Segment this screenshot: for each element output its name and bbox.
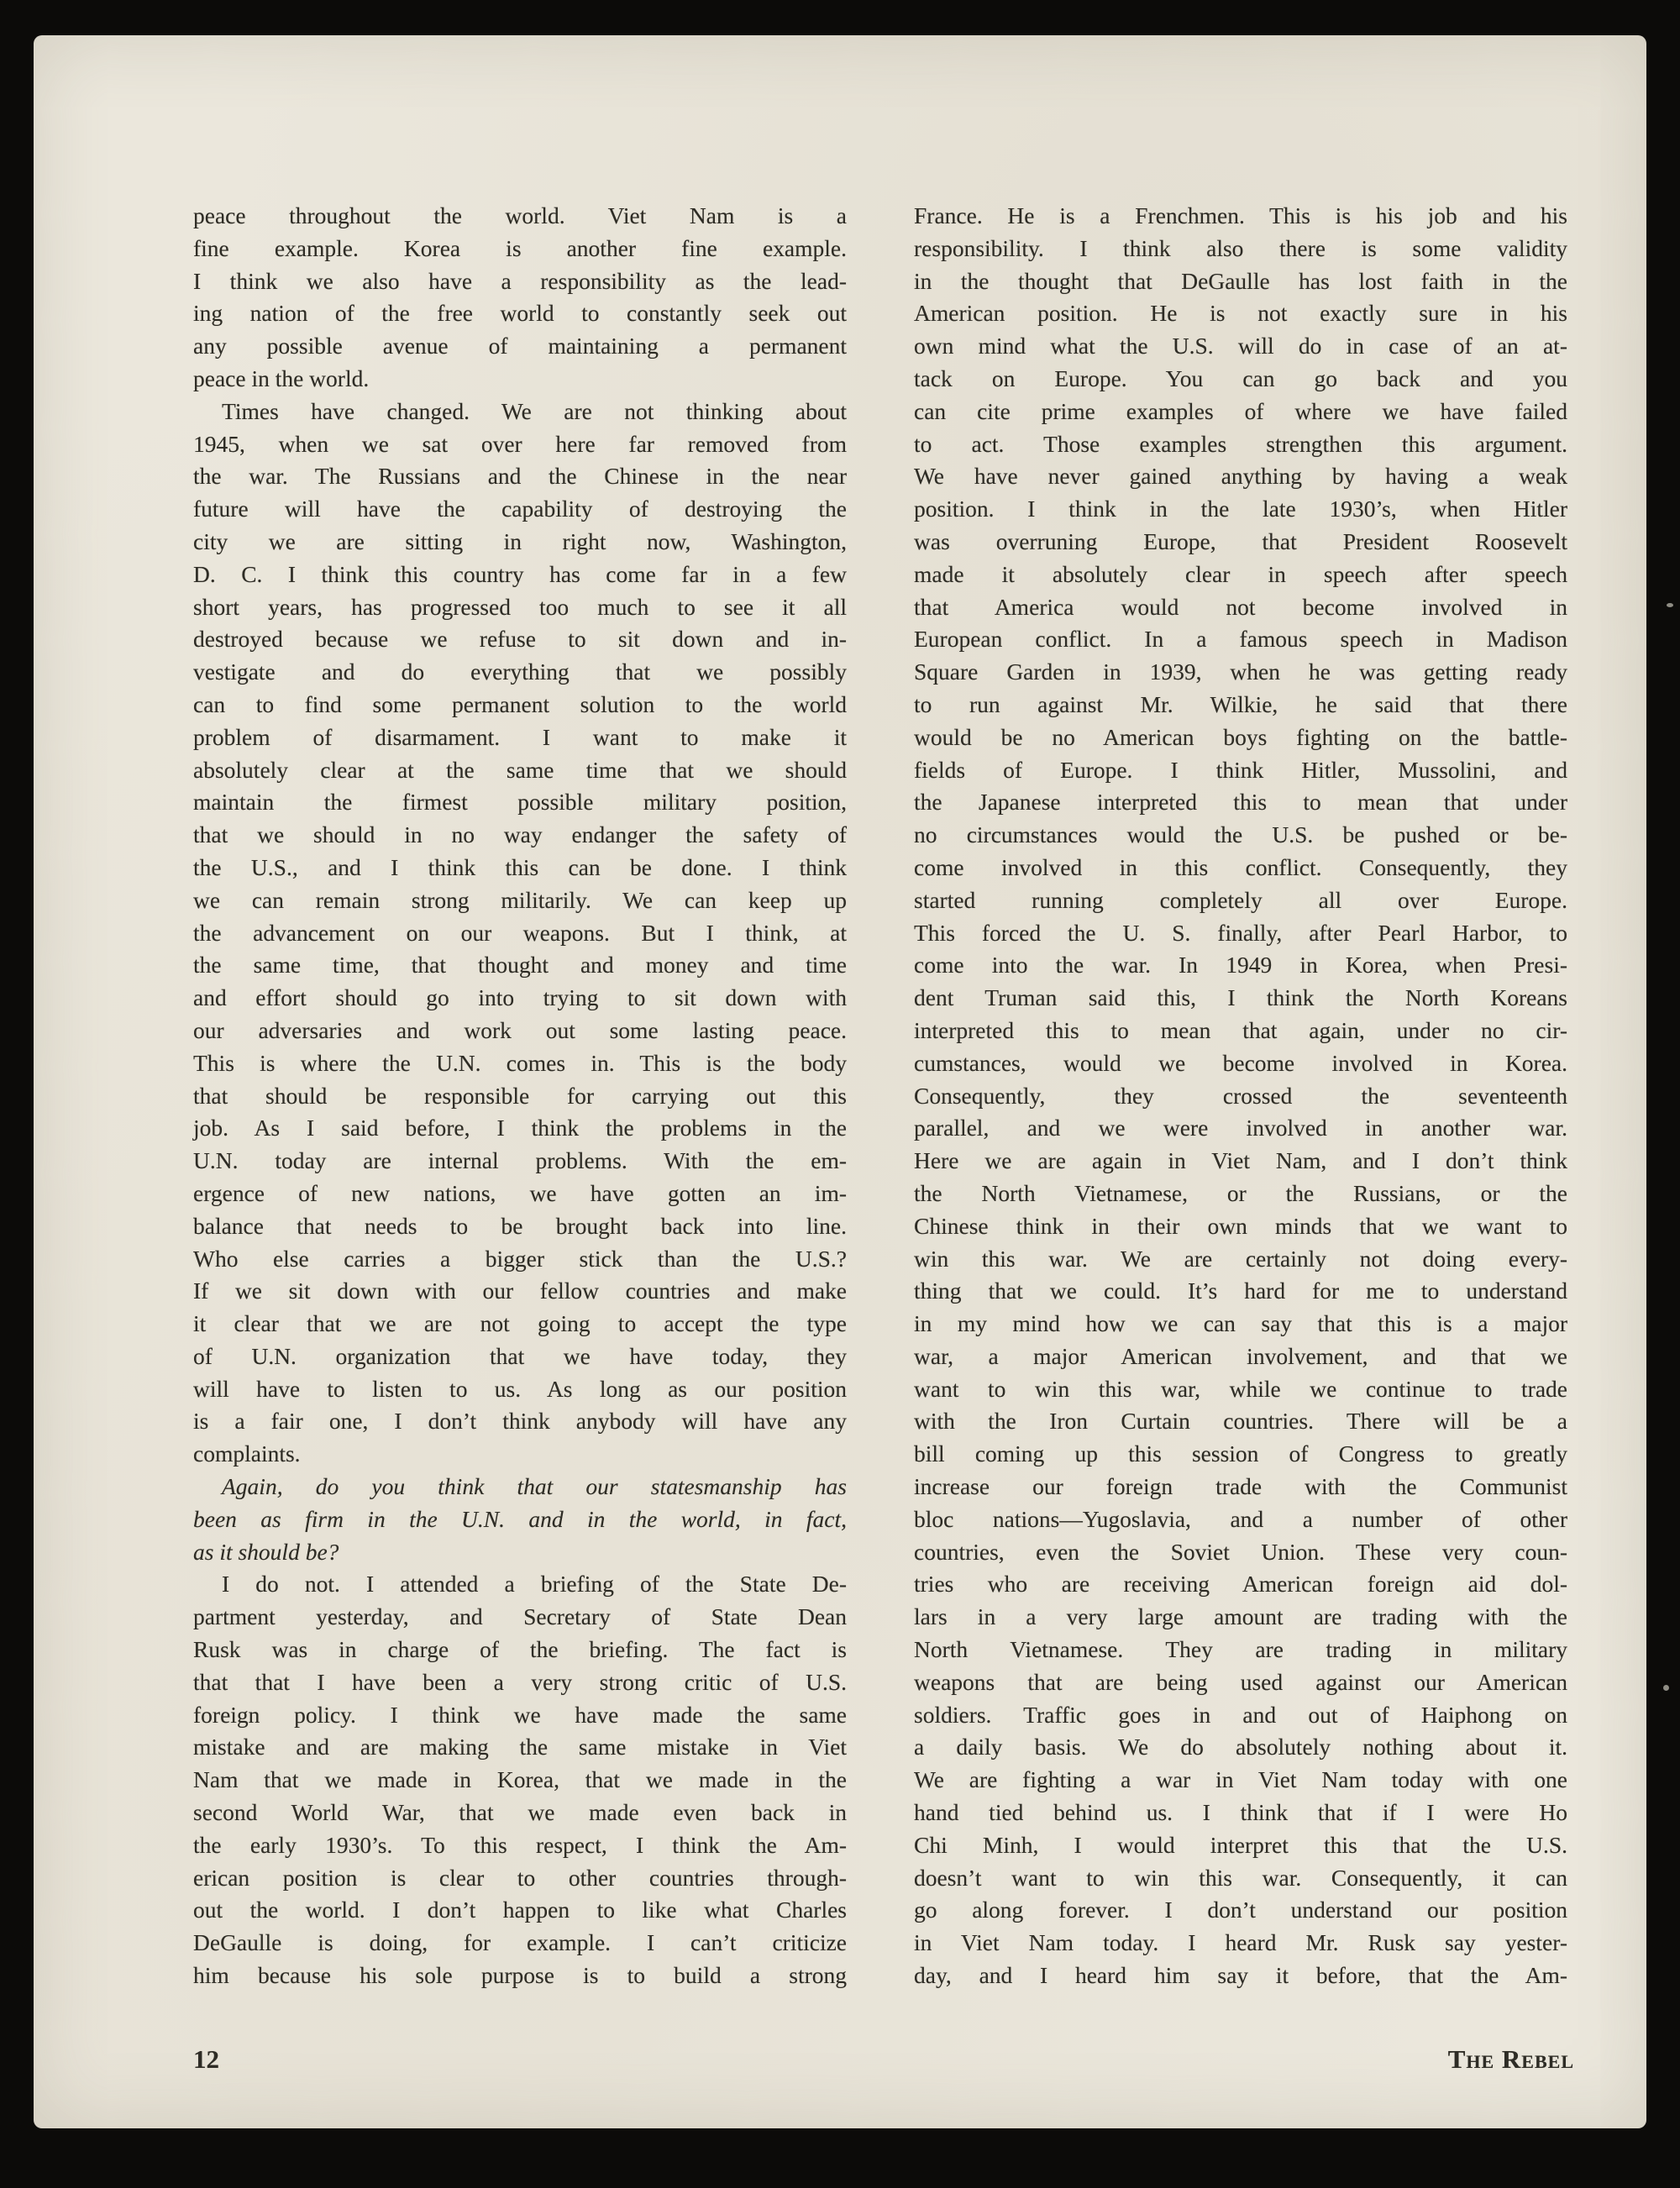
text-line: Chinese think in their own minds that we want to: [914, 1212, 1567, 1239]
text-line: parallel, and we were involved in another war.: [914, 1115, 1567, 1141]
text-line: want to win this war, while we continue to trade: [914, 1375, 1567, 1402]
text-line: absolutely clear at the same time that we should: [193, 756, 847, 783]
text-line: own mind what the U.S. will do in case of an at-: [914, 333, 1567, 359]
text-line: second World War, that we made even back in: [193, 1799, 847, 1826]
text-line: ergence of new nations, we have gotten an im-: [193, 1179, 847, 1206]
text-line: that should be responsible for carrying out this: [193, 1082, 847, 1109]
text-line: is a fair one, I don’t think anybody will have any: [193, 1408, 847, 1435]
text-line: any possible avenue of maintaining a permanent: [193, 333, 847, 359]
text-line: come involved in this conflict. Consequently, they: [914, 853, 1567, 880]
text-line: thing that we could. It’s hard for me to understand: [914, 1278, 1567, 1304]
text-line: can to find some permanent solution to the world: [193, 690, 847, 717]
text-line: peace in the world.: [193, 365, 370, 391]
text-line: increase our foreign trade with the Communist: [914, 1473, 1567, 1500]
text-line: Square Garden in 1939, when he was getting ready: [914, 658, 1567, 685]
text-line: the U.S., and I think this can be done. I think: [193, 853, 847, 880]
text-line: countries, even the Soviet Union. These very coun-: [914, 1538, 1567, 1565]
text-line: Again, do you think that our statesmanship has: [222, 1473, 847, 1500]
text-line: was overruning Europe, that President Roosevelt: [914, 527, 1567, 554]
text-line: future will have the capability of destroying the: [193, 496, 847, 522]
text-line: Rusk was in charge of the briefing. The fact is: [193, 1636, 847, 1663]
text-line: position. I think in the late 1930’s, when Hitler: [914, 496, 1567, 522]
text-line: tack on Europe. You can go back and you: [914, 365, 1567, 391]
text-line: him because his sole purpose is to build a strong: [193, 1962, 847, 1989]
text-line: the early 1930’s. To this respect, I think the Am-: [193, 1831, 847, 1858]
text-line: to act. Those examples strengthen this argument.: [914, 430, 1567, 457]
text-line: the war. The Russians and the Chinese in the near: [193, 463, 847, 490]
text-column-right: [914, 200, 1567, 1992]
text-line: our adversaries and work out some lasting peace.: [193, 1016, 847, 1043]
two-column-text-block: [193, 200, 1574, 1992]
text-line: in my mind how we can say that this is a major: [914, 1310, 1567, 1337]
text-line: interpreted this to mean that again, under no cir-: [914, 1016, 1567, 1043]
text-line: complaints.: [193, 1440, 301, 1467]
text-line: I think we also have a responsibility as the lead-: [193, 267, 847, 294]
text-line: made it absolutely clear in speech after speech: [914, 560, 1567, 587]
text-line: erican position is clear to other countries through-: [193, 1864, 847, 1891]
text-line: with the Iron Curtain countries. There will be a: [914, 1408, 1567, 1435]
page-number: 12: [193, 2044, 219, 2074]
body-paragraph: [914, 200, 1567, 1992]
text-line: the same time, that thought and money and time: [193, 952, 847, 979]
text-line: to run against Mr. Wilkie, he said that there: [914, 690, 1567, 717]
text-line: I do not. I attended a briefing of the State De-: [222, 1571, 847, 1598]
text-line: that we should in no way endanger the safety of: [193, 821, 847, 848]
text-line: Who else carries a bigger stick than the U.S.?: [193, 1245, 847, 1272]
text-line: a daily basis. We do absolutely nothing about it.: [914, 1734, 1567, 1760]
text-line: would be no American boys fighting on the battle-: [914, 723, 1567, 750]
text-line: dent Truman said this, I think the North Koreans: [914, 984, 1567, 1011]
text-column-left: [193, 200, 847, 1992]
text-line: balance that needs to be brought back into line.: [193, 1212, 847, 1239]
text-line: fields of Europe. I think Hitler, Mussolini, and: [914, 756, 1567, 783]
text-line: go along forever. I don’t understand our position: [914, 1897, 1567, 1923]
text-line: problem of disarmament. I want to make it: [193, 723, 847, 750]
text-line: partment yesterday, and Secretary of State Dean: [193, 1603, 847, 1630]
text-line: job. As I said before, I think the problems in the: [193, 1115, 847, 1141]
text-line: of U.N. organization that we have today, they: [193, 1342, 847, 1369]
text-line: been as firm in the U.N. and in the world, in fact,: [193, 1505, 847, 1532]
body-paragraph: [193, 200, 847, 396]
text-line: weapons that are being used against our American: [914, 1668, 1567, 1695]
text-line: win this war. We are certainly not doing every-: [914, 1245, 1567, 1272]
text-line: Times have changed. We are not thinking about: [222, 397, 847, 424]
text-line: destroyed because we refuse to sit down and in-: [193, 626, 847, 653]
text-line: This forced the U. S. finally, after Pearl Harbor, to: [914, 919, 1567, 946]
text-line: no circumstances would the U.S. be pushed or be-: [914, 821, 1567, 848]
text-line: the North Vietnamese, or the Russians, or the: [914, 1179, 1567, 1206]
text-line: Chi Minh, I would interpret this that the U.S.: [914, 1831, 1567, 1858]
text-line: ing nation of the free world to constantly seek out: [193, 300, 847, 327]
text-line: cumstances, would we become involved in Korea.: [914, 1049, 1567, 1076]
text-line: day, and I heard him say it before, that the Am-: [914, 1962, 1567, 1989]
text-line: bloc nations—Yugoslavia, and a number of other: [914, 1505, 1567, 1532]
text-line: responsibility. I think also there is some validity: [914, 234, 1567, 261]
text-line: We have never gained anything by having a weak: [914, 463, 1567, 490]
text-line: will have to listen to us. As long as our position: [193, 1375, 847, 1402]
text-line: can cite prime examples of where we have failed: [914, 397, 1567, 424]
text-line: tries who are receiving American foreign aid dol-: [914, 1571, 1567, 1598]
text-line: fine example. Korea is another fine example.: [193, 234, 847, 261]
body-paragraph: [193, 396, 847, 1471]
text-line: American position. He is not exactly sure in his: [914, 300, 1567, 327]
text-line: vestigate and do everything that we possibly: [193, 658, 847, 685]
text-line: U.N. today are internal problems. With the em-: [193, 1147, 847, 1174]
page-footer: [193, 2044, 1574, 2075]
text-line: peace throughout the world. Viet Nam is a: [193, 202, 847, 228]
text-line: We are fighting a war in Viet Nam today with one: [914, 1766, 1567, 1793]
text-line: maintain the firmest possible military position,: [193, 789, 847, 816]
text-line: and effort should go into trying to sit down with: [193, 984, 847, 1011]
text-line: foreign policy. I think we have made the same: [193, 1701, 847, 1728]
body-paragraph: [193, 1568, 847, 1991]
text-line: that America would not become involved in: [914, 593, 1567, 620]
text-line: out the world. I don’t happen to like what Charles: [193, 1897, 847, 1923]
text-line: mistake and are making the same mistake in Viet: [193, 1734, 847, 1760]
text-line: 1945, when we sat over here far removed from: [193, 430, 847, 457]
scan-speck: [1667, 603, 1673, 607]
text-line: that that I have been a very strong critic of U.S.: [193, 1668, 847, 1695]
text-line: If we sit down with our fellow countries and make: [193, 1278, 847, 1304]
text-line: This is where the U.N. comes in. This is the body: [193, 1049, 847, 1076]
text-line: DeGaulle is doing, for example. I can’t criticize: [193, 1929, 847, 1956]
text-line: Here we are again in Viet Nam, and I don’t think: [914, 1147, 1567, 1174]
text-line: Nam that we made in Korea, that we made in the: [193, 1766, 847, 1793]
text-line: war, a major American involvement, and that we: [914, 1342, 1567, 1369]
text-line: it clear that we are not going to accept the type: [193, 1310, 847, 1337]
text-line: started running completely all over Europe.: [914, 886, 1567, 913]
text-line: hand tied behind us. I think that if I were Ho: [914, 1799, 1567, 1826]
text-line: in the thought that DeGaulle has lost faith in the: [914, 267, 1567, 294]
text-line: city we are sitting in right now, Washington,: [193, 527, 847, 554]
interview-question-paragraph: [193, 1471, 847, 1568]
text-line: as it should be?: [193, 1538, 339, 1565]
text-line: we can remain strong militarily. We can keep up: [193, 886, 847, 913]
magazine-page: [34, 35, 1646, 2128]
text-line: North Vietnamese. They are trading in military: [914, 1636, 1567, 1663]
text-line: doesn’t want to win this war. Consequently, it can: [914, 1864, 1567, 1891]
magazine-title: The Rebel: [1447, 2044, 1574, 2074]
text-line: Consequently, they crossed the seventeenth: [914, 1082, 1567, 1109]
text-line: France. He is a Frenchmen. This is his job and his: [914, 202, 1567, 228]
text-line: come into the war. In 1949 in Korea, when Presi-: [914, 952, 1567, 979]
text-line: soldiers. Traffic goes in and out of Haiphong on: [914, 1701, 1567, 1728]
text-line: the advancement on our weapons. But I think, at: [193, 919, 847, 946]
text-line: D. C. I think this country has come far in a few: [193, 560, 847, 587]
text-line: lars in a very large amount are trading with the: [914, 1603, 1567, 1630]
text-line: the Japanese interpreted this to mean that under: [914, 789, 1567, 816]
text-line: in Viet Nam today. I heard Mr. Rusk say yester-: [914, 1929, 1567, 1956]
text-line: bill coming up this session of Congress to greatly: [914, 1440, 1567, 1467]
scan-speck: [1663, 1685, 1669, 1691]
text-line: short years, has progressed too much to see it all: [193, 593, 847, 620]
text-line: European conflict. In a famous speech in Madison: [914, 626, 1567, 653]
